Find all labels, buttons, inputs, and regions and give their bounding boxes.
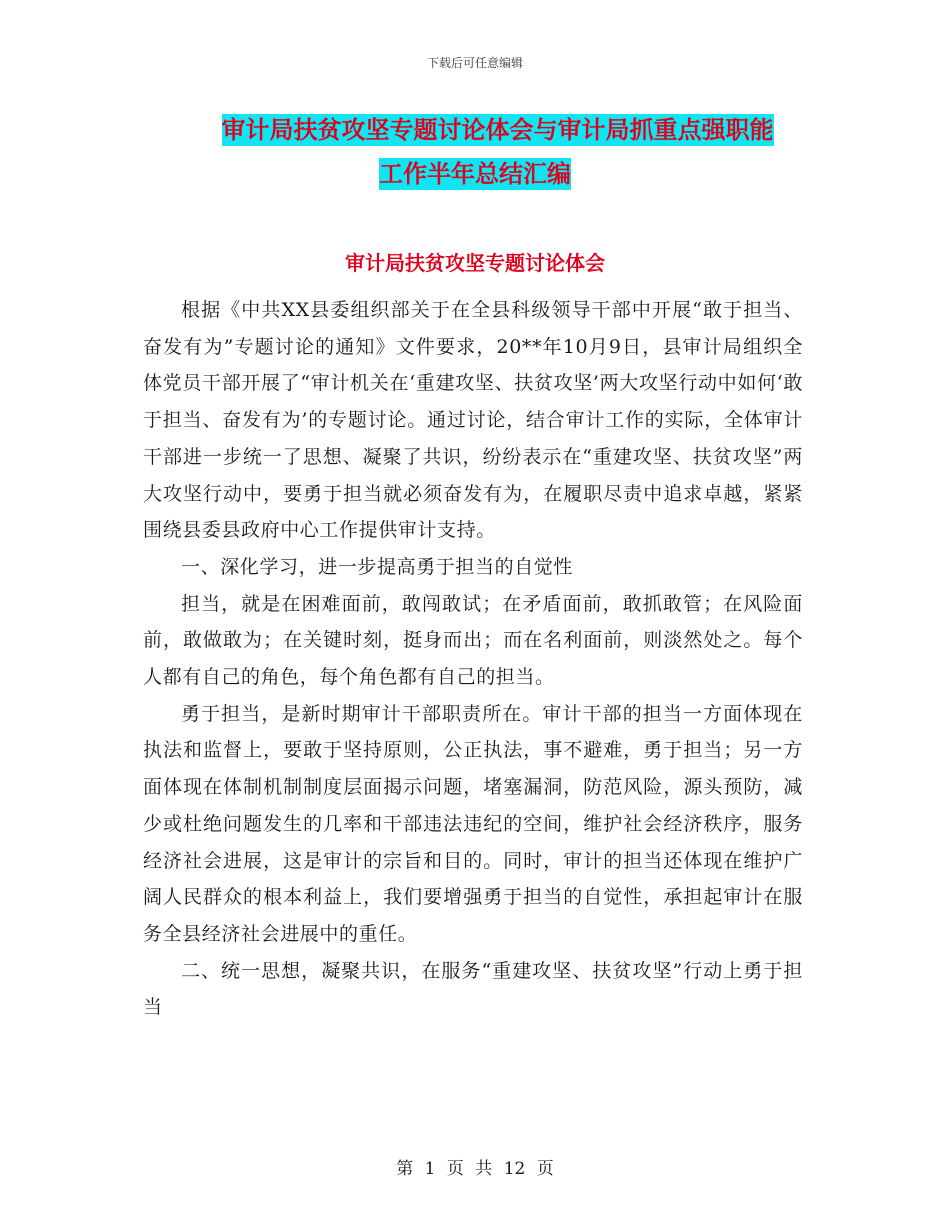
paragraph: 勇于担当，是新时期审计干部职责所在。审计干部的担当一方面体现在执法和监督上，要敢于坚持原则，公正执法，事不避难，勇于担当；另一方面体现在体制机制制度层面揭示问题，堵塞漏洞，防范风险，源头预防，减少或杜绝问题发生的几率和干部违法违纪的空间，维护社会经济秩序，服务经济社会进展，这是审计的宗旨和目的。同时，审计的担当还体现在维护广阔人民群众的根本利益上，我们要增强勇于担当的自觉性，承担起审计在服务全县经济社会进展中的重任。 <box>143 702 803 945</box>
paragraph: 根据《中共XX县委组织部关于在全县科级领导干部中开展“敢于担当、奋发有为”专题讨论的通知》文件要求，20**年10月9日，县审计局组织全体党员干部开展了“审计机关在‘重建攻坚、扶贫攻坚’两大攻坚行动中如何‘敢于担当、奋发有为’的专题讨论。通过讨论，结合审计工作的实际，全体审计干部进一步统一了思想、凝聚了共识，纷纷表示在“重建攻坚、扶贫攻坚”两大攻坚行动中，要勇于担当就必须奋发有为，在履职尽责中追求卓越，紧紧围绕县委县政府中心工作提供审计支持。 <box>143 299 803 542</box>
header-note: 下载后可任意编辑 <box>426 56 523 70</box>
body-text <box>143 292 803 1026</box>
paragraph-heading-1: 一、深化学习，进一步提高勇于担当的自觉性 <box>181 555 574 578</box>
main-title-line1: 审计局扶贫攻坚专题讨论体会与审计局抓重点强职能 <box>221 116 774 144</box>
paragraph: 担当，就是在困难面前，敢闯敢试；在矛盾面前，敢抓敢管；在风险面前，敢做敢为；在关键时刻，挺身而出；而在名利面前，则淡然处之。每个人都有自己的角色，每个角色都有自己的担当。 <box>143 592 803 689</box>
paragraph-heading-2: 二、统一思想，凝聚共识，在服务“重建攻坚、扶贫攻坚”行动上勇于担当 <box>143 959 803 1019</box>
page-footer: 第 1 页 共 12 页 <box>396 1159 554 1179</box>
section-title: 审计局扶贫攻坚专题讨论体会 <box>345 251 605 275</box>
main-title <box>0 108 950 196</box>
main-title-line2: 工作半年总结汇编 <box>379 160 571 188</box>
